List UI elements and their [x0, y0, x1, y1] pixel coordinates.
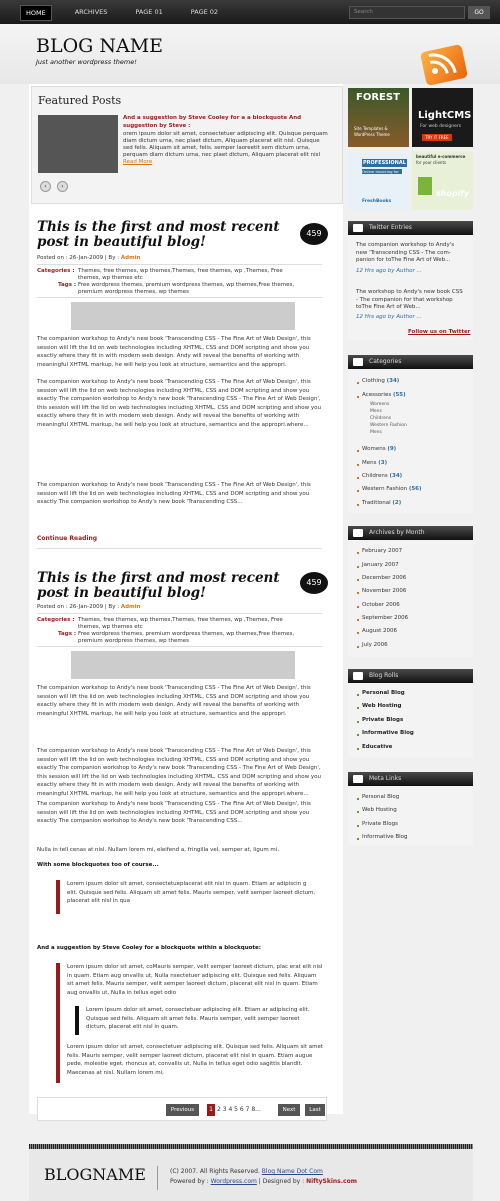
post-image [71, 651, 295, 679]
bullet [357, 552, 359, 554]
bullet [357, 382, 359, 384]
footer-blog-name: BLOGNAME [44, 1165, 146, 1184]
blogroll-link[interactable]: Personal Blog [362, 690, 405, 696]
posted-date: Posted on : 26-Jan-2009 | By : [37, 604, 120, 610]
ad-lightcms-title: LightCMS [418, 110, 472, 121]
featured-excerpt-text: orem ipsum dolor sit amet, consectetuer adipiscing elit. Quisque perquam diam dictum urna, nec plaet dictum, Aliquam placerat elit nisl. Quisque sed felis. Aliquam sit amet, felis. semper laoreetit sem dictum urna, perquam diam dictum urna, nec plaet dictum, Aliquam placerat elit nisl [123, 131, 328, 158]
category-count: (9) [387, 446, 397, 452]
nested-blockquote-bar [75, 1006, 79, 1035]
categories-text[interactable]: Themes, free themes, wp themes,Themes, free themes, wp ,Themes, Free themes, wp themes etc [78, 268, 283, 281]
subcategory[interactable]: Childrens [370, 416, 392, 421]
category-clothing[interactable] [362, 378, 399, 384]
twitter-icon [353, 224, 363, 232]
bullet [357, 798, 359, 800]
ad-forest-line2: WordPress Theme [354, 132, 390, 137]
bullet [357, 721, 359, 723]
subcategory[interactable]: Mens [370, 409, 382, 414]
post-meta [37, 604, 141, 610]
tags-label: Tags : [58, 631, 77, 637]
category-womens[interactable] [362, 446, 396, 452]
nested-blockquote-text: Lorem ipsum dolor sit amet, consectetuer adipiscing elit. Etiam ar adipiscing elit. Quisque sed felis. Aliquam sit amet felis. Mauris semper, velit semper laoreet dictum, placerat elit nisl in quam. [86, 1007, 310, 1030]
ad-lightcms-cta: TRY IT FREE [422, 134, 452, 141]
category-count: (34) [389, 473, 403, 479]
post-title[interactable]: This is the first and most recent post in beautiful blog! [37, 219, 280, 250]
bullet [357, 396, 359, 398]
powered-label: Powered by : [170, 1178, 209, 1185]
bullet [357, 606, 359, 608]
post-paragraph: The companion workshop to Andy's new book 'Transcending CSS - The Fine Art of Web Design', this session will lift the lid on web technologies including XHTML, CSS and DOM scripting and show you exactly The companion workshop to Andy's new book 'Transcending CSS... [37, 482, 311, 505]
category-childrens[interactable] [362, 473, 402, 479]
blog-name[interactable]: BLOG NAME [36, 35, 164, 57]
category-label: Western Fashion [362, 486, 408, 492]
copyright-text: (C) 2007. All Rights Reserved. [170, 1168, 260, 1175]
blockquote-bar [56, 963, 60, 1083]
bullet [357, 707, 359, 709]
previous-page-button[interactable]: Previous [166, 1104, 199, 1116]
categories-widget-header [348, 355, 473, 369]
ad-freshbooks-line1: Online Invoicing for [362, 169, 402, 174]
shopping-bag-icon [418, 177, 432, 195]
blockquote-text: Lorem ipsum dolor sit amet, coMauris semper, velit semper laoreet dictum, plac erat elit nisl in quam. Etiam aug onvallis ut, Nulla nsectetuer adipiscing elit. Quisque sed felis. Aliquam sit amet felis. Mauris semper, velit semper laoreet dictum, placerat elit nisl in quam. Etiam aug onvallis ut, Nulla in tellus eget odio [67, 964, 323, 996]
tags-label: Tags : [58, 282, 77, 288]
continue-reading-link[interactable]: Continue Reading [37, 535, 98, 542]
link-icon [353, 775, 363, 783]
bullet [357, 646, 359, 648]
blog-name-link[interactable]: Blog Name Dot Com [261, 1168, 323, 1175]
post-meta [37, 255, 141, 261]
current-page: 1 [207, 1104, 215, 1116]
blogroll-link[interactable]: Educative [362, 744, 393, 750]
categories-label: Categories : [37, 268, 75, 274]
nav-home[interactable]: HOME [20, 5, 52, 21]
tweet-text: The companion workshop to Andy's new 'Transcending CSS - The com- panion for toThe Fine Art of Web... [356, 242, 455, 263]
category-count: (56) [408, 486, 422, 492]
category-count: (55) [392, 392, 406, 398]
divider [37, 264, 322, 265]
main-nav [20, 5, 241, 21]
twitter-widget-header [348, 221, 473, 235]
featured-excerpt [123, 131, 328, 166]
meta-widget-title: Meta Links [369, 775, 402, 782]
read-more-link[interactable]: Read More [123, 159, 153, 165]
ad-forest-line1: Site Templates & [354, 126, 388, 131]
divider [37, 613, 322, 614]
archives-widget-title: Archives by Month [369, 529, 425, 536]
archives-widget-header [348, 526, 473, 540]
archive-icon [353, 529, 363, 537]
page-links[interactable]: 2 3 4 5 6 7 8... [217, 1106, 261, 1113]
subcategory[interactable]: Mens [370, 430, 382, 435]
ad-shopify[interactable] [412, 151, 473, 210]
bullet [357, 838, 359, 840]
blogrolls-widget-title: Blog Rolls [369, 672, 399, 679]
bullet [357, 566, 359, 568]
bullet [357, 579, 359, 581]
blogroll-link[interactable]: Informative Blog [362, 730, 414, 736]
featured-prev-button[interactable]: ‹ [40, 181, 51, 192]
featured-headline[interactable]: And a suggestion by Steve Cooley for a a blockquote And suggestion by Steve : [123, 115, 302, 129]
bullet [357, 811, 359, 813]
blockquote-text: Lorem ipsum dolor sit amet, consectetuer adipiscing elit. Quisque sed felis. Aliquam sit amet felis. Mauris semper, velit semper laoreet dictum, placerat elit nisl in quam. Etiam augue pede, molestie eget, rhoncus at, convallis ut, Nulla in tellus eget odio sagittis blandit. Maecenas at nisl. Nullam lorem mi, [67, 1044, 324, 1076]
ad-forest[interactable] [348, 88, 409, 147]
meta-widget-header [348, 772, 473, 786]
category-label: Acessories [362, 392, 392, 398]
bullet [357, 464, 359, 466]
categories-text[interactable]: Themes, free themes, wp themes,Themes, free themes, wp ,Themes, Free themes, wp themes etc [78, 617, 283, 630]
tweet-text: The workshop to Andy's new book CSS - The companion for that workshop toThe Fine Art of Web... [356, 289, 463, 310]
post-paragraph: The companion workshop to Andy's new book 'Transcending CSS - The Fine Art of Web Design', this session will lift the lid on web technologies including XHTML, CSS and DOM scripting and show you exactly where they fit in with modern web design. Andy will reveal the benefits of working with meaningful XHTML markup, he will help you look at structure, semantics and the appropri. [37, 685, 311, 717]
ad-lightcms-line1: For web designers [420, 124, 462, 129]
bullet [357, 748, 359, 750]
search-go-button[interactable]: GO [468, 6, 490, 19]
archive-link[interactable]: July 2006 [362, 642, 388, 648]
archive-link[interactable]: January 2007 [362, 562, 399, 568]
tags-text[interactable]: Free wordpress themes, premium wordpress themes, wp themes,Free themes, premium wordpress themes, wp themes [78, 282, 295, 295]
category-count: (3) [378, 460, 388, 466]
archive-link[interactable]: December 2006 [362, 575, 407, 581]
nav-archives[interactable]: ARCHIVES [74, 8, 108, 16]
post-paragraph: The companion workshop to Andy's new book 'Transcending CSS - The Fine Art of Web Design', this session will lift the lid on web technologies including XHTML, CSS and DOM scripting and show you exactly The companion workshop to Andy's new book 'Transcending CSS - The Fine Art of Web Design', this session will lift the lid on web technologies including XHTML, CSS and DOM scripting and show you exactly where they fit in with modern web design. Andy will reveal the benefits of working with meaningful XHTML markup, he will help you look at structure, semantics and the appropri.where... [37, 379, 321, 428]
footer-separator [157, 1166, 158, 1190]
archive-link[interactable]: September 2006 [362, 615, 409, 621]
categories-widget-title: Categories [369, 358, 402, 365]
bullet [357, 632, 359, 634]
archives-widget-body [348, 540, 473, 657]
ad-shopify-line1: for your clients [416, 160, 447, 165]
search-input[interactable]: Search [349, 6, 465, 19]
bullet [357, 477, 359, 479]
ad-forest-title: FOREST [356, 92, 400, 103]
footer-credits [170, 1178, 357, 1185]
blogroll-link[interactable]: Private Blogs [362, 717, 404, 723]
category-label: Womens [362, 446, 386, 452]
nav-page-02[interactable]: PAGE 02 [190, 8, 219, 16]
category-count: (34) [386, 378, 400, 384]
blockquote-heading: With some blockquotes too of course... [37, 862, 159, 868]
bullet [357, 504, 359, 506]
bullet [357, 490, 359, 492]
ad-shopify-brand: shopify [436, 189, 470, 198]
blogrolls-widget-header [348, 669, 473, 683]
meta-link[interactable]: Private Blogs [362, 821, 398, 827]
featured-image[interactable] [38, 115, 118, 173]
archive-link[interactable]: October 2006 [362, 602, 400, 608]
divider [37, 297, 322, 298]
follow-twitter-link[interactable]: Follow us on Twitter [408, 329, 471, 335]
ad-freshbooks-title: PROFESSIONAL [363, 160, 406, 166]
category-label: Childrens [362, 473, 388, 479]
featured-next-button[interactable]: › [57, 181, 68, 192]
subcategory[interactable]: Womens [370, 402, 390, 407]
designer-link[interactable]: NiftySkins.com [306, 1178, 357, 1185]
post-paragraph: The companion workshop to Andy's new book 'Transcending CSS - The Fine Art of Web Design', this session will lift the lid on web technologies including XHTML, CSS and DOM scripting and show you exactly where they fit in with modern web design. Andy will reveal the benefits of working with meaningful XHTML markup, he will help you look at structure, semantics and the appropri. [37, 336, 311, 368]
category-label: Traditional [362, 500, 391, 506]
ad-shopify-title: beautiful e-commerce [416, 154, 466, 159]
category-accessories[interactable] [362, 392, 406, 398]
footer-copyright [170, 1168, 323, 1175]
tags-text[interactable]: Free wordpress themes, premium wordpress themes, wp themes,Free themes, premium wordpress themes, wp themes [78, 631, 295, 644]
blockquote-bar [56, 880, 60, 914]
bullet [357, 694, 359, 696]
post-paragraph: The companion workshop to Andy's new book 'Transcending CSS - The Fine Art of Web Design', this session will lift the lid on web technologies including XHTML, CSS and DOM scripting and show you exactly The companion workshop to Andy's new book 'Transcending CSS - The Fine Art of Web Design', this session will lift the lid on web technologies including XHTML, CSS and DOM scripting and show you exactly where they fit in with modern web design. Andy will reveal the benefits of working with meaningful XHTML markup, he will help you look at structure, semantics and the appropri.where... [37, 748, 321, 797]
category-traditional[interactable] [362, 500, 401, 506]
bullet [357, 734, 359, 736]
bullet [357, 825, 359, 827]
archive-link[interactable]: February 2007 [362, 548, 403, 554]
tweet-time-link[interactable]: 12 Hrs ago by Author ... [356, 314, 422, 320]
blogroll-icon [353, 672, 363, 680]
blockquote-heading: And a suggestion by Steve Cooley for a blockquote within a blockquote: [37, 945, 261, 951]
featured-title: Featured Posts [38, 94, 122, 107]
comment-count-bubble[interactable]: 459 [300, 223, 328, 245]
blogroll-link[interactable]: Web Hosting [362, 703, 402, 709]
tagline: Just another wordpress theme! [36, 58, 137, 66]
category-mens[interactable] [362, 460, 387, 466]
post-paragraph: The companion workshop to Andy's new book 'Transcending CSS - The Fine Art of Web Design', this session will lift the lid on web technologies including XHTML, CSS and DOM scripting and show you exactly The companion workshop to Andy's new book 'Transcending CSS... [37, 801, 311, 824]
tweet-time-link[interactable]: 12 Hrs ago by Author ... [356, 268, 422, 274]
post-title[interactable]: This is the first and most recent post in beautiful blog! [37, 570, 280, 601]
twitter-widget-title: Twitter Entries [369, 224, 412, 231]
meta-link[interactable]: Personal Blog [362, 794, 400, 800]
archive-link[interactable]: November 2006 [362, 588, 407, 594]
wordpress-link[interactable]: Wordpress.com [210, 1178, 257, 1185]
blockquote-text: Lorem ipsum dolor sit amet, consectetueplacerat elit nisl in quam. Etiam ar adipiscin g elit. Quisque sed felis. Aliquam sit amet felis. Mauris semper, velit semper laoreet dictum, placerat elit nisl in qua [67, 881, 316, 904]
meta-link[interactable]: Informative Blog [362, 834, 408, 840]
subcategory[interactable]: Western Fashion [370, 423, 407, 428]
bullet [357, 592, 359, 594]
divider [37, 548, 322, 549]
post-paragraph: Nulla in tell cenas at nisl. Nullam lorem mi, eleifend a, fringilla vel, semper at, ligum mi, [37, 847, 280, 853]
nav-page-01[interactable]: PAGE 01 [135, 8, 163, 16]
ad-freshbooks[interactable] [348, 151, 409, 210]
ad-lightcms[interactable] [412, 88, 473, 147]
comment-count-bubble[interactable]: 459 [300, 572, 328, 594]
last-page-button[interactable]: Last [305, 1104, 325, 1116]
bullet [357, 450, 359, 452]
folder-icon [353, 358, 363, 366]
category-count: (2) [392, 500, 402, 506]
categories-label: Categories : [37, 617, 75, 623]
author-link[interactable]: Admin [120, 604, 141, 610]
ad-freshbooks-brand: FreshBooks [362, 199, 392, 204]
next-page-button[interactable]: Next [278, 1104, 300, 1116]
designed-label: | Designed by : [258, 1178, 305, 1185]
posted-date: Posted on : 26-Jan-2009 | By : [37, 255, 120, 261]
author-link[interactable]: Admin [120, 255, 141, 261]
category-label: Clothing [362, 378, 385, 384]
category-label: Mens [362, 460, 377, 466]
divider [37, 646, 322, 647]
bullet [357, 619, 359, 621]
post-image [71, 302, 295, 330]
archive-link[interactable]: August 2006 [362, 628, 397, 634]
category-western-fashion[interactable] [362, 486, 422, 492]
meta-link[interactable]: Web Hosting [362, 807, 397, 813]
